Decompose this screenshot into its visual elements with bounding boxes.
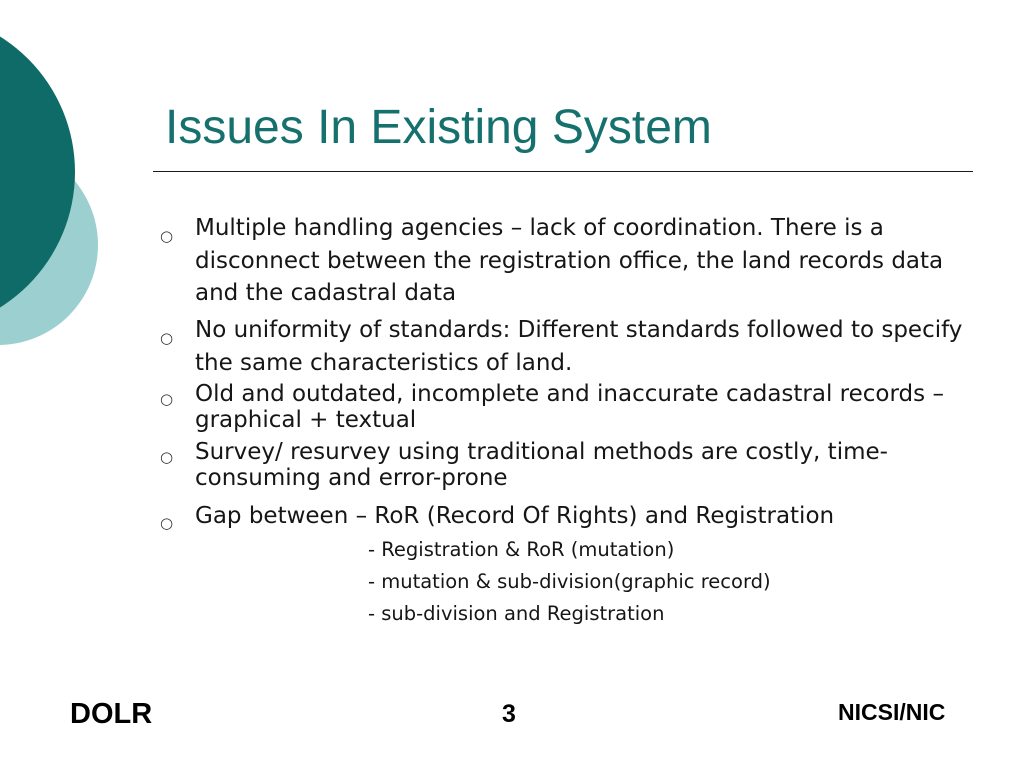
bullet-text: Multiple handling agencies – lack of coordination. There is a disconnect between the registration office, the land records data and the cadastral data xyxy=(195,215,944,306)
circle-bullet-icon: ○ xyxy=(160,390,174,408)
footer-right-label: NICSI/NIC xyxy=(838,699,946,725)
bullet-text: Old and outdated, incomplete and inaccurate cadastral records – graphical + textual xyxy=(195,381,944,433)
circle-bullet-icon: ○ xyxy=(160,227,174,245)
bullet-item xyxy=(160,501,972,531)
sub-item: - mutation & sub-division(graphic record) xyxy=(368,570,771,593)
slide-title: Issues In Existing System xyxy=(165,101,712,154)
footer-left-label: DOLR xyxy=(70,698,153,730)
decorative-circles xyxy=(0,0,110,410)
bullet-text: Survey/ resurvey using traditional methods are costly, time-consuming and error-prone xyxy=(195,439,888,491)
bullet-item xyxy=(160,381,972,433)
title-divider xyxy=(153,171,973,172)
page-number: 3 xyxy=(502,700,516,728)
bullet-text: Gap between – RoR (Record Of Rights) and Registration xyxy=(195,503,835,529)
sub-item: - sub-division and Registration xyxy=(368,602,665,625)
circle-bullet-icon: ○ xyxy=(160,514,174,532)
bullet-text: No uniformity of standards: Different standards followed to specify the same characteristics of land. xyxy=(195,317,963,376)
bullet-item xyxy=(160,212,972,310)
bullet-item xyxy=(160,439,972,491)
bullet-item xyxy=(160,314,972,379)
circle-bullet-icon: ○ xyxy=(160,448,174,466)
circle-bullet-icon: ○ xyxy=(160,329,174,347)
sub-item: - Registration & RoR (mutation) xyxy=(368,538,675,561)
